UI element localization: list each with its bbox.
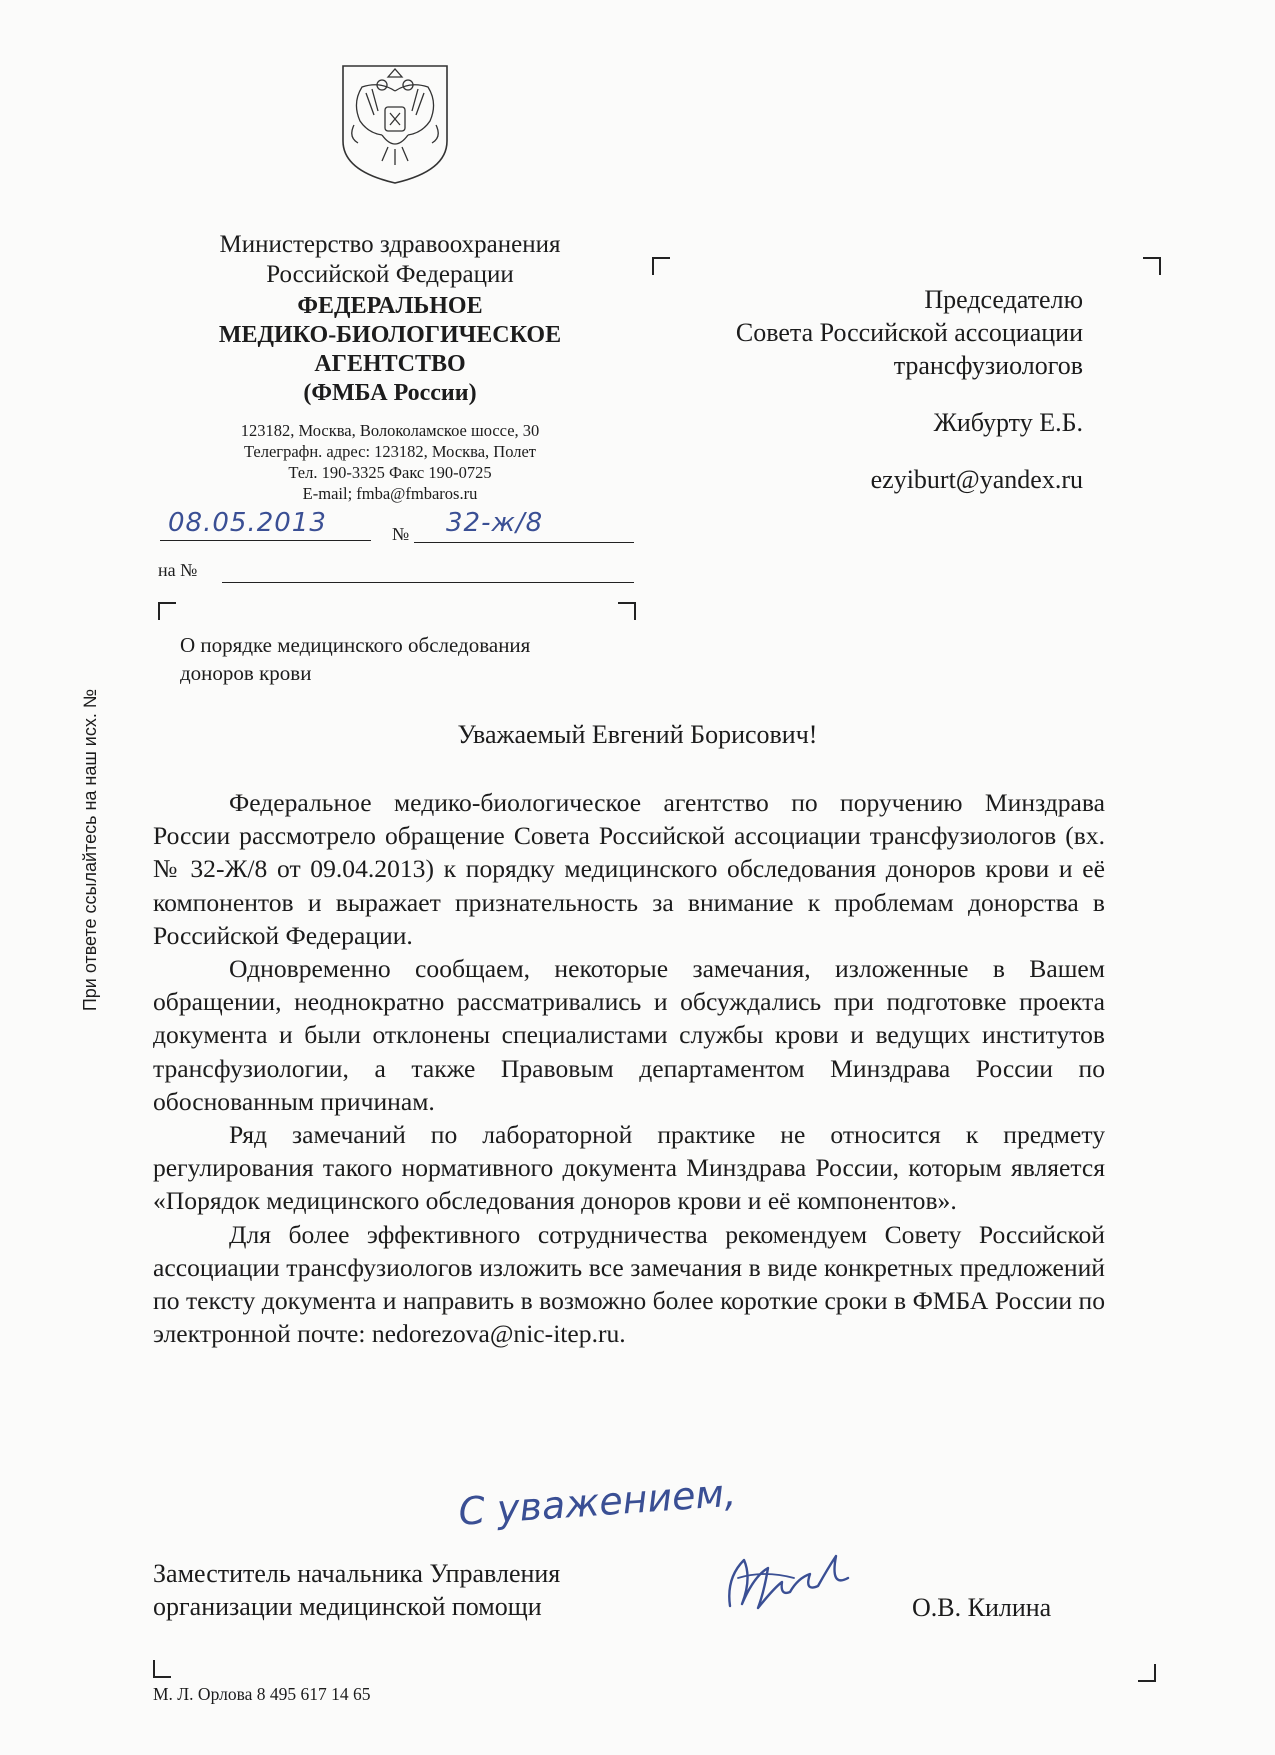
signer-title: Заместитель начальника Управления организации медицинской помощи <box>153 1559 561 1621</box>
ministry-name: Министерство здравоохранения Российской Федерации <box>219 231 561 288</box>
coat-of-arms-emblem <box>340 63 450 186</box>
body-paragraph: Ряд замечаний по лабораторной практике не относится к предмету регулирования такого нормативного документа Минздрава России, которым является «Порядок медицинского обследования доноров крови и её компонентов». <box>153 1120 1105 1216</box>
executor-contact: М. Л. Орлова 8 495 617 14 65 <box>153 1684 371 1704</box>
page-corner-mark <box>1138 1664 1156 1682</box>
subject-corner-mark <box>618 602 636 620</box>
outgoing-date: 08.05.2013 <box>168 508 327 538</box>
greeting: Уважаемый Евгений Борисович! <box>457 720 818 749</box>
number-line <box>414 542 634 543</box>
body-paragraph: Федеральное медико-биологическое агентство по поручению Минздрава России рассмотрело обращение Совета Российской ассоциации трансфузиологов (вх. № 32-Ж/8 от 09.04.2013) к порядку медицинского обследования доноров крови и её компонентов и выражает признательность за внимание к проблемам донорства в Российской Федерации. <box>153 788 1105 950</box>
date-line <box>160 540 371 541</box>
agency-address: 123182, Москва, Волоколамское шоссе, 30 Телеграфн. адрес: 123182, Москва, Полет Тел. 190-3325 Факс 190-0725 E-mail; fmba@fmbaros.ru <box>240 421 540 503</box>
signer-name: О.В. Килина <box>912 1593 1052 1622</box>
subject-corner-mark <box>158 602 176 620</box>
agency-name: ФЕДЕРАЛЬНОЕ МЕДИКО-БИОЛОГИЧЕСКОЕ АГЕНТСТВО (ФМБА России) <box>218 293 562 406</box>
addressee-email: ezyiburt@yandex.ru <box>870 465 1083 494</box>
addressee-corner-mark <box>1143 257 1161 275</box>
letter-body <box>153 786 1105 1350</box>
outgoing-number: 32-ж/8 <box>446 508 544 538</box>
addressee-corner-mark <box>652 257 670 275</box>
handwritten-signature <box>724 1548 854 1620</box>
reply-label: на № <box>158 560 198 580</box>
reply-number-line <box>222 582 634 583</box>
body-paragraph: Одновременно сообщаем, некоторые замечания, изложенные в Вашем обращении, неоднократно рассматривались и обсуждались при подготовке проекта документа и были отклонены специалистами службы крови и ведущих институтов трансфузиологии, а также Правовым департаментом Минздрава России по обоснованным причинам. <box>153 954 1105 1116</box>
addressee-block: Председателю Совета Российской ассоциации трансфузиологов Жибурту Е.Б. ezyiburt@yandex.ru <box>660 283 1083 496</box>
addressee-name: Жибурту Е.Б. <box>933 408 1083 437</box>
sender-block <box>175 230 605 504</box>
number-label: № <box>392 524 410 544</box>
body-paragraph: Для более эффективного сотрудничества рекомендуем Совету Российской ассоциации трансфузиологов изложить все замечания в виде конкретных предложений по тексту документа и направить в возможно более короткие сроки в ФМБА России по электронной почте: nedorezova@nic-itep.ru. <box>153 1219 1105 1349</box>
page-corner-mark <box>153 1660 171 1678</box>
letter-subject: О порядке медицинского обследования доноров крови <box>180 633 531 685</box>
margin-note: При ответе ссылайтесь на наш исх. № <box>80 688 100 1012</box>
handwritten-closing: С уважением, <box>457 1470 738 1534</box>
